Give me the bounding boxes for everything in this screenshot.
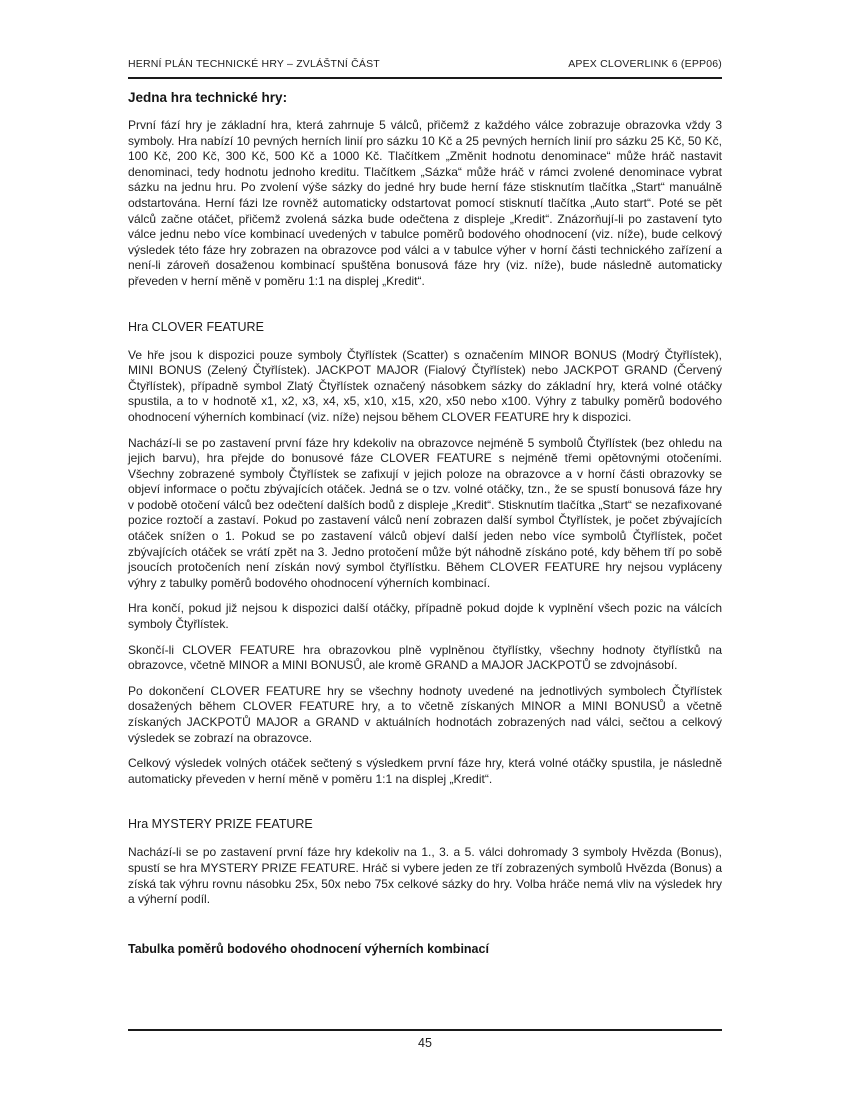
section-heading-mystery-prize: Hra MYSTERY PRIZE FEATURE xyxy=(128,817,313,832)
section-heading-clover-feature: Hra CLOVER FEATURE xyxy=(128,319,264,334)
footer-rule xyxy=(128,1029,722,1031)
clover-paragraph-6: Celkový výsledek volných otáček sečtený s výsledkem první fáze hry, která volné otáčky spustila, je následně automaticky převeden v herní měně v poměru 1:1 na displej „Kredit“. xyxy=(128,756,722,786)
clover-paragraph-5: Po dokončení CLOVER FEATURE hry se všechny hodnoty uvedené na jednotlivých symbolech Čtyřlístek dosažených během CLOVER FEATURE hry, a to včetně získaných MINOR a MINI BONUSŮ a včetně získaných JACKPOTŮ MAJOR a GRAND v aktuálních hodnotách zobrazených nad válci, sečtou a celkový výsledek se zobrazí na obrazovce. xyxy=(128,683,722,745)
clover-paragraph-2: Nachází-li se po zastavení první fáze hry kdekoliv na obrazovce nejméně 5 symbolů Čtyřlístek (bez ohledu na jejich barvu), hra přejde do bonusové fáze CLOVER FEATURE s nejméně třemi opětovnými otočeními. Všechny zobrazené symboly Čtyřlístek se zafixují v jejich poloze na obrazovce a v horní části obrazovky se objeví informace o počtu zbývajících otáček. Jedná se o tzv. volné otáčky, tzn., že se spustí bonusová fáze hry v podobě otočení válců bez odečtení dalších bodů z displeje „Kredit“. Stisknutím tlačítka „Start“ se nezafixované pozice roztočí a zastaví. Pokud po zastavení válců není zobrazen další symbol Čtyřlístek, je počet zbývajících otáček snížen o 1. Pokud se po zastavení válců objeví další jeden nebo více symbolů Čtyřlístek, počet zbývajících otáček se vrátí zpět na 3. Jedno protočení může být náhodně získáno poté, kdy během tří po sobě jsoucích protočeních není získán nový symbol čtyřlístku. Během CLOVER FEATURE hry nejsou vypláceny výhry z tabulky poměrů bodového ohodnocení výherních kombinací. xyxy=(128,435,722,590)
header-right-title: APEX CLOVERLINK 6 (EPP06) xyxy=(568,58,722,70)
page-number: 45 xyxy=(418,1036,432,1050)
intro-paragraph: První fází hry je základní hra, která zahrnuje 5 válců, přičemž z každého válce zobrazuje obrazovka vždy 3 symboly. Hra nabízí 10 pevných herních linií pro sázku 10 Kč a 25 pevných herních linií pro sázku 25 Kč, 50 Kč, 100 Kč, 200 Kč, 300 Kč, 500 Kč a 1000 Kč. Tlačítkem „Změnit hodnotu denominace“ může hráč nastavit denominaci, tedy hodnotu jednoho kreditu. Tlačítkem „Sázka“ může hráč v rámci zvolené denominace vybrat sázku na jednu hru. Po zvolení výše sázky do jedné hry bude herní fáze stisknutím tlačítka „Start“ manuálně odstartována. Herní fázi lze rovněž automaticky odstartovat pomocí stisknutí tlačítka „Auto start“. Poté se pět válců začne otáčet, přičemž zvolená sázka bude odečtena z displeje „Kredit“. Znázorňují-li po zastavení tyto válce jednu nebo více kombinací uvedených v tabulce poměrů bodového ohodnocení (viz. níže), bude celkový výsledek této fáze hry zobrazen na obrazovce pod válci a v tabulce výher v horní části technického zařízení a není-li zároveň dosaženou kombinací spuštěna bonusová fáze hry (viz. níže), bude následně automaticky převeden v herní měně v poměru 1:1 na displej „Kredit“. xyxy=(128,118,722,288)
page-title: Jedna hra technické hry: xyxy=(128,90,288,105)
clover-paragraph-3: Hra končí, pokud již nejsou k dispozici další otáčky, případně pokud dojde k vyplnění všech pozic na válcích symboly Čtyřlístek. xyxy=(128,601,722,632)
header-rule xyxy=(128,77,722,79)
clover-paragraph-4: Skončí-li CLOVER FEATURE hra obrazovkou plně vyplněnou čtyřlístky, všechny hodnoty čtyřlístků na obrazovce, včetně MINOR a MINI BONUSŮ, ale kromě GRAND a MAJOR JACKPOTŮ se zdvojnásobí. xyxy=(128,642,722,673)
table-heading: Tabulka poměrů bodového ohodnocení výherních kombinací xyxy=(128,941,489,956)
running-header xyxy=(128,58,722,70)
header-left-title: HERNÍ PLÁN TECHNICKÉ HRY – ZVLÁŠTNÍ ČÁST xyxy=(128,58,380,70)
document-content xyxy=(128,90,722,956)
mystery-paragraph-1: Nachází-li se po zastavení první fáze hry kdekoliv na 1., 3. a 5. válci dohromady 3 symboly Hvězda (Bonus), spustí se hra MYSTERY PRIZE FEATURE. Hráč si vybere jeden ze tří zobrazených symbolů Hvězda (Bonus) a získá tak výhru rovnu násobku 25x, 50x nebo 75x celkové sázky do hry. Volba hráče nemá vliv na výsledek hry a výherní podíl. xyxy=(128,845,722,907)
clover-paragraph-1: Ve hře jsou k dispozici pouze symboly Čtyřlístek (Scatter) s označením MINOR BONUS (Modrý Čtyřlístek), MINI BONUS (Zelený Čtyřlístek). JACKPOT MAJOR (Fialový Čtyřlístek) nebo JACKPOT GRAND (Červený Čtyřlístek), případně symbol Zlatý Čtyřlístek označený násobkem sázky do základní hry, která volné otáčky spustila, a to v hodnotě x1, x2, x3, x4, x5, x10, x15, x20, x50 nebo x100. Výhry z tabulky poměrů bodového ohodnocení výherních kombinací (viz. níže) nejsou během CLOVER FEATURE hry k dispozici. xyxy=(128,347,722,424)
